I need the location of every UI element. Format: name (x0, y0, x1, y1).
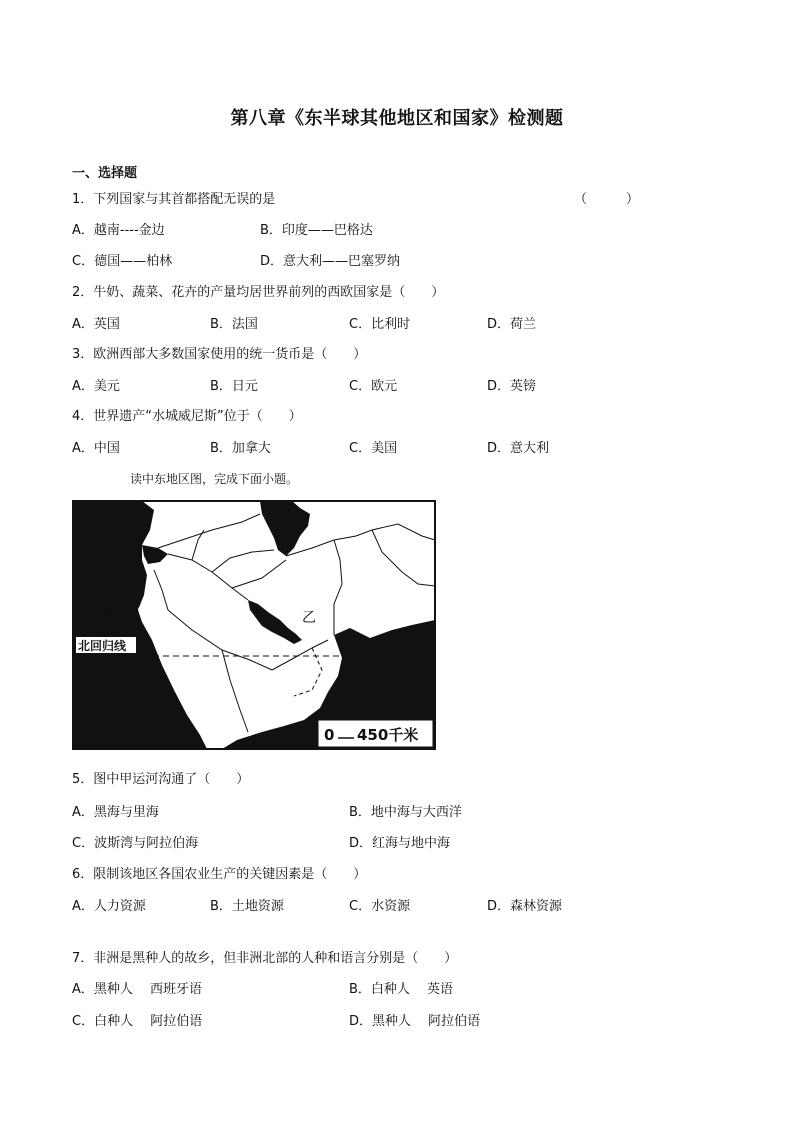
question-5-option-d: D．红海与地中海 (349, 836, 451, 851)
question-7-option-c: C．白种人 阿拉伯语 (72, 1014, 203, 1029)
question-6-option-d: D．森林资源 (487, 899, 563, 914)
question-1-option-a: A．越南----金边 (72, 223, 165, 238)
question-6-option-a: A．人力资源 (72, 899, 146, 914)
question-1-stem: 1．下列国家与其首都搭配无误的是 (72, 192, 276, 207)
question-2-option-b: B．法国 (210, 317, 258, 332)
question-4-stem: 4．世界遗产“水城威尼斯”位于（ ） (72, 409, 302, 424)
question-3-option-c: C．欧元 (349, 379, 398, 394)
question-3-stem: 3．欧洲西部大多数国家使用的统一货币是（ ） (72, 347, 367, 362)
question-1-answer-blank: （ ） (574, 192, 640, 207)
question-1-option-b: B．印度——巴格达 (260, 223, 373, 238)
question-4-option-c: C．美国 (349, 441, 398, 456)
map-caption: 读中东地区图，完成下面小题。 (130, 472, 299, 486)
scale-label: 450千米 (357, 726, 419, 744)
question-5-stem: 5．图中甲运河沟通了（ ） (72, 772, 250, 787)
label-tropic-of-cancer: 北回归线 (78, 639, 127, 653)
section-heading: 一、选择题 (72, 166, 138, 181)
question-5-option-b: B．地中海与大西洋 (349, 805, 462, 820)
question-2-option-c: C．比利时 (349, 317, 411, 332)
question-2-option-d: D．荷兰 (487, 317, 537, 332)
question-5-option-a: A．黑海与里海 (72, 805, 159, 820)
question-6-stem: 6．限制该地区各国农业生产的关键因素是（ ） (72, 867, 367, 882)
question-3-option-a: A．美元 (72, 379, 120, 394)
page-title: 第八章《东半球其他地区和国家》检测题 (230, 108, 564, 129)
question-4-option-a: A．中国 (72, 441, 120, 456)
question-3-option-b: B．日元 (210, 379, 258, 394)
question-4-option-b: B．加拿大 (210, 441, 271, 456)
question-6-option-c: C．水资源 (349, 899, 411, 914)
question-5-option-c: C．波斯湾与阿拉伯海 (72, 836, 199, 851)
question-2-option-a: A．英国 (72, 317, 120, 332)
question-1-option-d: D．意大利——巴塞罗纳 (260, 254, 401, 269)
question-7-option-b: B．白种人 英语 (349, 982, 454, 997)
question-3-option-d: D．英镑 (487, 379, 537, 394)
middle-east-map (72, 500, 436, 750)
question-7-option-d: D．黑种人 阿拉伯语 (349, 1014, 481, 1029)
question-2-stem: 2．牛奶、蔬菜、花卉的产量均居世界前列的西欧国家是（ ） (72, 285, 445, 300)
question-7-option-a: A．黑种人 西班牙语 (72, 982, 203, 997)
question-6-option-b: B．土地资源 (210, 899, 284, 914)
question-1-option-c: C．德国——柏林 (72, 254, 173, 269)
label-yi: 乙 (302, 610, 316, 626)
question-7-stem: 7．非洲是黑种人的故乡，但非洲北部的人种和语言分别是（ ） (72, 951, 458, 966)
question-4-option-d: D．意大利 (487, 441, 550, 456)
scale-zero: 0 (324, 726, 335, 744)
label-jia: 甲 (98, 606, 114, 624)
